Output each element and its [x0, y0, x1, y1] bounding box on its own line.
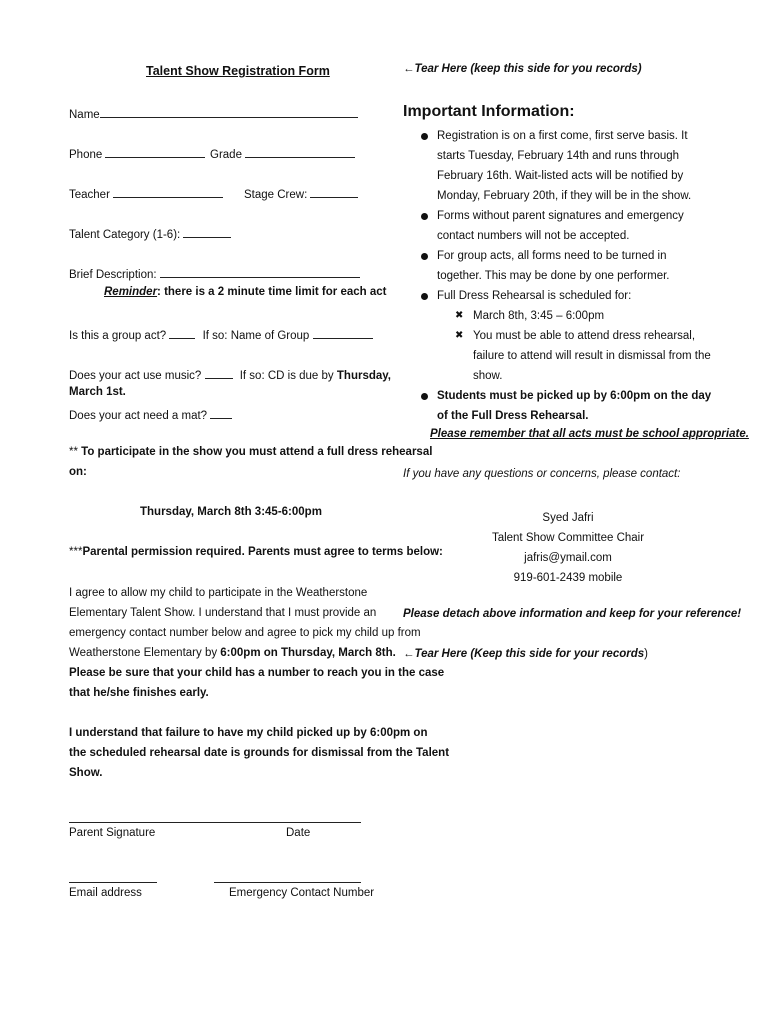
reminder-line — [104, 286, 386, 298]
agree-line-4b: 6:00pm on Thursday, March 8th. — [220, 647, 396, 659]
sub-bullet: ✖ March 8th, 3:45 – 6:00pm — [437, 306, 713, 326]
agree-line-6: that he/she finishes early. — [69, 687, 209, 699]
agree-line-3: emergency contact number below and agree to pick my child up from — [69, 627, 421, 639]
reminder-text: : there is a 2 minute time limit for each act — [157, 286, 387, 298]
bullet-dot-icon — [421, 293, 428, 300]
rehearsal-note-line-1: To participate in the show you must attend a full dress rehearsal — [77, 446, 433, 458]
permission-line — [69, 546, 443, 558]
grade-field — [210, 145, 355, 161]
rehearsal-date: Thursday, March 8th 3:45-6:00pm — [140, 506, 322, 518]
permission-prefix: *** — [69, 546, 83, 558]
questions-text: If you have any questions or concerns, please contact: — [403, 468, 681, 480]
rehearsal-note-prefix: ** — [69, 446, 78, 458]
group-act-field — [69, 326, 373, 342]
cd-due-date-2: March 1st. — [69, 386, 126, 398]
info-bullet: Full Dress Rehearsal is scheduled for: ✖ March 8th, 3:45 – 6:00pm ✖ You must be able to attend dress rehearsal, failure to attend will result in dismissal from the show. — [403, 286, 713, 386]
info-bullet: Forms without parent signatures and emergency contact numbers will not be accepted. — [403, 206, 713, 246]
x-bullet-icon: ✖ — [455, 310, 464, 321]
reminder-label: Reminder — [104, 286, 158, 298]
understand-line-3: Show. — [69, 767, 103, 779]
grade-blank[interactable] — [245, 145, 355, 158]
rehearsal-note — [69, 446, 432, 458]
tear-here-top: ←Tear Here (keep this side for you records) — [403, 63, 642, 75]
mat-blank[interactable] — [210, 406, 232, 419]
music-blank[interactable] — [205, 366, 233, 379]
music-field — [69, 366, 391, 382]
contact-phone: 919-601-2439 mobile — [513, 572, 623, 584]
email-line[interactable] — [69, 882, 157, 883]
agree-line-4a: Weatherstone Elementary by — [69, 647, 221, 659]
detach-note: Please detach above information and keep for your reference! — [403, 608, 742, 620]
grade-label: Grade — [210, 149, 242, 161]
understand-line-2: the scheduled rehearsal date is grounds for dismissal from the Talent — [69, 747, 450, 759]
understand-line-1: I understand that failure to have my child picked up by 6:00pm on — [69, 727, 428, 739]
emergency-line[interactable] — [214, 882, 361, 883]
bullet-dot-icon — [421, 213, 428, 220]
contact-name: Syed Jafri — [542, 512, 594, 524]
contact-email[interactable]: jafris@ymail.com — [524, 552, 612, 564]
name-label: Name — [69, 109, 100, 121]
info-bullet: Registration is on a first come, first serve basis. It starts Tuesday, February 14th and runs through February 16th. Wait-listed acts will be notified by Monday, February 20th, if they will be in the show. — [403, 126, 713, 206]
rehearsal-note-line-2: on: — [69, 466, 87, 478]
talent-category-blank[interactable] — [183, 225, 231, 238]
tear-here-bottom: ←Tear Here (Keep this side for your records) — [403, 648, 648, 660]
info-bullet-bold: Students must be picked up by 6:00pm on the day of the Full Dress Rehearsal. — [403, 386, 713, 426]
agree-line-5: Please be sure that your child has a number to reach you in the case — [69, 667, 445, 679]
stage-crew-label: Stage Crew: — [244, 189, 308, 201]
mat-label: Does your act need a mat? — [69, 410, 208, 422]
agree-line-2: Elementary Talent Show. I understand that I must provide an — [69, 607, 377, 619]
permission-text: Parental permission required. Parents must agree to terms below: — [82, 546, 443, 558]
email-label: Email address — [69, 887, 142, 899]
form-title: Talent Show Registration Form — [146, 64, 330, 78]
stage-crew-field — [244, 185, 358, 201]
cd-due-label: If so: CD is due by — [239, 370, 334, 382]
school-appropriate-note: Please remember that all acts must be school appropriate. — [430, 428, 749, 440]
talent-category-label: Talent Category (1-6): — [69, 229, 181, 241]
info-bullet: For group acts, all forms need to be turned in together. This may be done by one performer. — [403, 246, 713, 286]
group-act-label: Is this a group act? — [69, 330, 167, 342]
teacher-blank[interactable] — [113, 185, 223, 198]
contact-title: Talent Show Committee Chair — [491, 532, 645, 544]
contact-block — [403, 508, 733, 588]
group-name-blank[interactable] — [313, 326, 373, 339]
sub-bullet: ✖ You must be able to attend dress rehearsal, failure to attend will result in dismissal from the show. — [437, 326, 713, 386]
phone-field — [69, 145, 205, 161]
talent-category-field — [69, 225, 231, 241]
name-blank[interactable] — [100, 105, 358, 118]
parent-signature-line[interactable] — [69, 822, 361, 823]
parent-signature-label: Parent Signature — [69, 827, 156, 839]
group-act-blank[interactable] — [169, 326, 195, 339]
music-label: Does your act use music? — [69, 370, 202, 382]
important-heading: Important Information: — [403, 103, 575, 120]
agree-line-4 — [69, 647, 396, 659]
brief-description-blank[interactable] — [160, 265, 360, 278]
name-field — [69, 105, 358, 121]
info-list — [403, 126, 713, 426]
brief-description-field — [69, 265, 360, 281]
phone-blank[interactable] — [105, 145, 205, 158]
bullet-dot-icon — [421, 133, 428, 140]
mat-field — [69, 406, 232, 422]
group-name-label: If so: Name of Group — [202, 330, 310, 342]
stage-crew-blank[interactable] — [310, 185, 358, 198]
teacher-label: Teacher — [69, 189, 110, 201]
phone-label: Phone — [69, 149, 103, 161]
bullet-dot-icon — [421, 253, 428, 260]
agree-line-1: I agree to allow my child to participate in the Weatherstone — [69, 587, 368, 599]
brief-description-label: Brief Description: — [69, 269, 157, 281]
date-label: Date — [286, 827, 311, 839]
teacher-field — [69, 185, 223, 201]
bullet-dot-icon — [421, 393, 428, 400]
emergency-label: Emergency Contact Number — [229, 887, 375, 899]
x-bullet-icon: ✖ — [455, 330, 464, 341]
cd-due-date-1: Thursday, — [336, 370, 391, 382]
